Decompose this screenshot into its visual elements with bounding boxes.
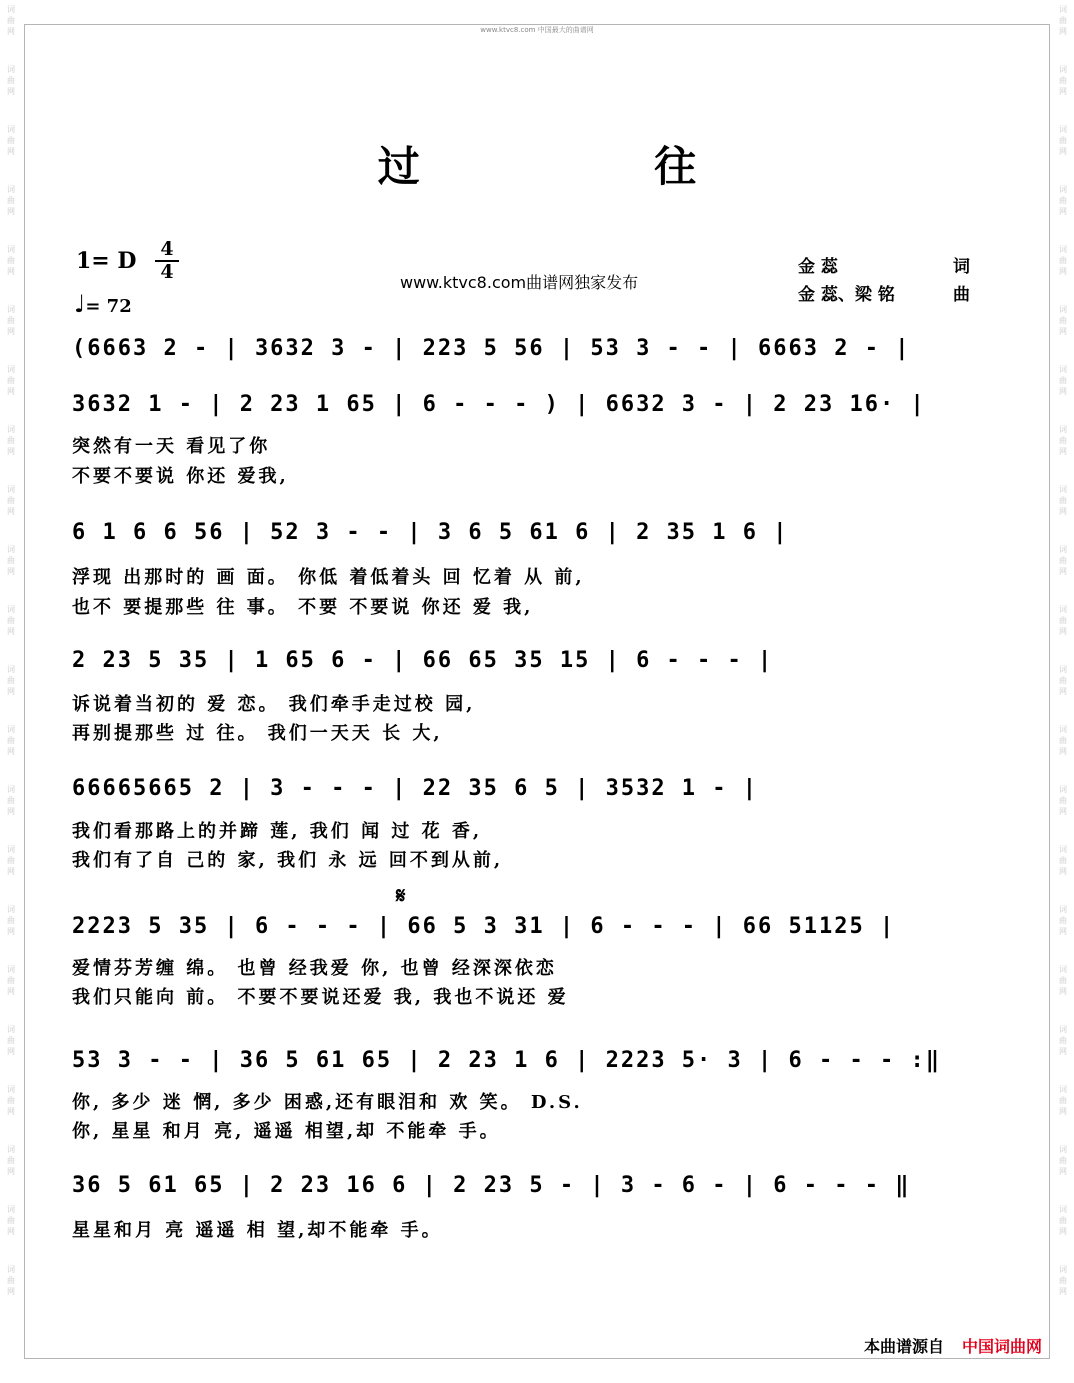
watermark-block	[0, 1020, 22, 1080]
watermark-glyph: 网	[7, 147, 15, 156]
lyricist-name: 金 蕊	[798, 257, 838, 277]
watermark-glyph: 词	[1059, 365, 1067, 374]
watermark-glyph: 网	[7, 567, 15, 576]
watermark-block	[0, 480, 22, 540]
watermark-glyph: 网	[1059, 507, 1067, 516]
watermark-glyph: 曲	[1059, 856, 1067, 865]
watermark-block	[0, 720, 22, 780]
watermark-glyph: 词	[7, 665, 15, 674]
watermark-glyph: 网	[1059, 747, 1067, 756]
watermark-glyph: 曲	[7, 1216, 15, 1225]
watermark-glyph: 网	[1059, 87, 1067, 96]
watermark-block	[0, 300, 22, 360]
footer-source-text: 本曲谱源自	[863, 1337, 944, 1356]
watermark-glyph: 词	[7, 545, 15, 554]
watermark-glyph: 词	[1059, 125, 1067, 134]
watermark-glyph: 网	[1059, 387, 1067, 396]
watermark-glyph: 曲	[1059, 436, 1067, 445]
watermark-block	[1052, 300, 1074, 360]
watermark-glyph: 曲	[7, 256, 15, 265]
song-title: 过 往	[377, 142, 807, 191]
watermark-block	[1052, 1140, 1074, 1200]
lyric-line-3-verse-1: 浮现 出那时的 画 面。 你低 着低着头 回 忆着 从 前,	[72, 567, 585, 588]
watermark-block	[1052, 360, 1074, 420]
watermark-glyph: 词	[7, 1205, 15, 1214]
watermark-glyph: 词	[7, 785, 15, 794]
watermark-glyph: 曲	[1059, 976, 1067, 985]
notation-line-5: 66665665 2 | 3 - - - | 22 35 6 5 | 3532 1 - |	[72, 776, 759, 801]
lyric-line-6-verse-2: 我们只能向 前。 不要不要说还爱 我, 我也不说还 爱	[72, 987, 569, 1008]
watermark-glyph: 网	[7, 267, 15, 276]
watermark-glyph: 词	[7, 965, 15, 974]
watermark-glyph: 网	[7, 1047, 15, 1056]
watermark-glyph: 曲	[1059, 136, 1067, 145]
watermark-glyph: 曲	[7, 196, 15, 205]
watermark-block	[0, 540, 22, 600]
watermark-block	[0, 240, 22, 300]
watermark-glyph: 网	[1059, 807, 1067, 816]
watermark-glyph: 网	[1059, 1047, 1067, 1056]
time-signature	[155, 240, 179, 282]
watermark-block	[1052, 960, 1074, 1020]
watermark-glyph: 网	[7, 627, 15, 636]
publisher-notice: www.ktvc8.com曲谱网独家发布	[400, 273, 639, 292]
lyric-line-6-verse-1: 爱情芬芳缠 绵。 也曾 经我爱 你, 也曾 经深深依恋	[72, 958, 557, 979]
watermark-glyph: 曲	[7, 436, 15, 445]
watermark-block	[1052, 1260, 1074, 1320]
watermark-glyph: 词	[7, 365, 15, 374]
watermark-glyph: 网	[1059, 627, 1067, 636]
watermark-glyph: 词	[7, 5, 15, 14]
watermark-glyph: 曲	[7, 1156, 15, 1165]
lyric-line-7-verse-1: 你, 多少 迷 惘, 多少 困惑,还有眼泪和 欢 笑。 D.S.	[72, 1092, 583, 1113]
lyric-line-2-verse-2: 不要不要说 你还 爱我,	[72, 466, 289, 487]
watermark-glyph: 曲	[1059, 256, 1067, 265]
watermark-glyph: 词	[7, 605, 15, 614]
watermark-glyph: 网	[1059, 147, 1067, 156]
watermark-glyph: 曲	[1059, 1156, 1067, 1165]
notation-line-8: 36 5 61 65 | 2 23 16 6 | 2 23 5 - | 3 - 6 - | 6 - - - ‖	[72, 1173, 911, 1198]
composer-name: 金 蕊、梁 铭	[798, 285, 895, 305]
watermark-glyph: 曲	[7, 1036, 15, 1045]
notation-line-4: 2 23 5 35 | 1 65 6 - | 66 65 35 15 | 6 - - - |	[72, 648, 774, 673]
watermark-glyph: 网	[7, 207, 15, 216]
watermark-glyph: 词	[1059, 605, 1067, 614]
watermark-glyph: 网	[7, 987, 15, 996]
watermark-block	[1052, 660, 1074, 720]
watermark-glyph: 词	[1059, 1265, 1067, 1274]
watermark-block	[0, 1200, 22, 1260]
watermark-block	[0, 420, 22, 480]
watermark-block	[0, 1140, 22, 1200]
composer-role: 曲	[953, 285, 970, 305]
notation-line-1: (6663 2 - | 3632 3 - | 223 5 56 | 53 3 - - | 6663 2 - |	[72, 336, 911, 361]
side-watermark-right	[1052, 0, 1074, 1383]
watermark-glyph: 网	[1059, 927, 1067, 936]
watermark-glyph: 网	[7, 747, 15, 756]
watermark-glyph: 网	[7, 1227, 15, 1236]
lyricist-role: 词	[953, 257, 970, 277]
watermark-glyph: 网	[1059, 567, 1067, 576]
watermark-glyph: 词	[7, 1145, 15, 1154]
watermark-glyph: 曲	[7, 796, 15, 805]
watermark-glyph: 词	[1059, 5, 1067, 14]
watermark-glyph: 词	[1059, 485, 1067, 494]
watermark-block	[1052, 600, 1074, 660]
notation-line-7: 53 3 - - | 36 5 61 65 | 2 23 1 6 | 2223 5· 3 | 6 - - - :‖	[72, 1048, 941, 1073]
watermark-glyph: 网	[1059, 327, 1067, 336]
watermark-block	[1052, 780, 1074, 840]
watermark-glyph: 网	[7, 1287, 15, 1296]
watermark-glyph: 词	[1059, 305, 1067, 314]
lyric-line-8-verse-1: 星星和月 亮 遥遥 相 望,却不能牵 手。	[72, 1220, 443, 1241]
watermark-glyph: 曲	[7, 136, 15, 145]
watermark-glyph: 词	[1059, 965, 1067, 974]
watermark-glyph: 词	[1059, 245, 1067, 254]
time-signature-top: 4	[160, 238, 174, 260]
watermark-glyph: 曲	[7, 316, 15, 325]
watermark-block	[0, 960, 22, 1020]
watermark-glyph: 曲	[1059, 556, 1067, 565]
watermark-glyph: 曲	[1059, 376, 1067, 385]
watermark-glyph: 曲	[7, 736, 15, 745]
watermark-glyph: 词	[7, 245, 15, 254]
watermark-glyph: 词	[1059, 785, 1067, 794]
watermark-glyph: 词	[1059, 1145, 1067, 1154]
watermark-glyph: 词	[1059, 545, 1067, 554]
watermark-glyph: 词	[7, 185, 15, 194]
top-url: www.ktvc8.com 中国最大的曲谱网	[480, 26, 594, 34]
watermark-block	[0, 780, 22, 840]
watermark-glyph: 曲	[1059, 676, 1067, 685]
watermark-block	[0, 1260, 22, 1320]
watermark-glyph: 词	[7, 1265, 15, 1274]
watermark-glyph: 曲	[7, 856, 15, 865]
watermark-block	[1052, 420, 1074, 480]
watermark-block	[0, 1080, 22, 1140]
notation-line-3: 6 1 6 6 56 | 52 3 - - | 3 6 5 61 6 | 2 35 1 6 |	[72, 520, 789, 545]
watermark-block	[1052, 900, 1074, 960]
watermark-block	[1052, 480, 1074, 540]
watermark-glyph: 网	[7, 807, 15, 816]
watermark-glyph: 词	[1059, 185, 1067, 194]
watermark-glyph: 词	[1059, 665, 1067, 674]
watermark-glyph: 网	[7, 507, 15, 516]
watermark-glyph: 曲	[1059, 1216, 1067, 1225]
lyric-line-4-verse-2: 再别提那些 过 往。 我们一天天 长 大,	[72, 723, 443, 744]
watermark-block	[1052, 1020, 1074, 1080]
watermark-block	[0, 600, 22, 660]
watermark-glyph: 词	[7, 65, 15, 74]
watermark-glyph: 词	[1059, 1205, 1067, 1214]
lyric-line-5-verse-2: 我们有了自 己的 家, 我们 永 远 回不到从前,	[72, 850, 504, 871]
watermark-glyph: 词	[7, 905, 15, 914]
watermark-glyph: 网	[1059, 207, 1067, 216]
watermark-glyph: 曲	[1059, 1276, 1067, 1285]
watermark-glyph: 词	[7, 845, 15, 854]
watermark-glyph: 网	[7, 387, 15, 396]
watermark-glyph: 网	[7, 927, 15, 936]
side-watermark-left	[0, 0, 22, 1383]
watermark-glyph: 曲	[7, 16, 15, 25]
lyric-line-7-verse-2: 你, 星星 和月 亮, 遥遥 相望,却 不能牵 手。	[72, 1121, 501, 1142]
watermark-block	[1052, 1200, 1074, 1260]
watermark-glyph: 曲	[7, 616, 15, 625]
watermark-glyph: 网	[1059, 1227, 1067, 1236]
watermark-block	[1052, 1080, 1074, 1140]
watermark-glyph: 曲	[7, 556, 15, 565]
watermark-block	[1052, 60, 1074, 120]
watermark-block	[0, 660, 22, 720]
watermark-block	[1052, 540, 1074, 600]
watermark-glyph: 词	[7, 425, 15, 434]
watermark-glyph: 曲	[1059, 1036, 1067, 1045]
watermark-glyph: 网	[7, 447, 15, 456]
watermark-glyph: 网	[7, 87, 15, 96]
quarter-note-icon: ♩	[74, 290, 86, 318]
time-signature-bottom: 4	[160, 261, 174, 283]
watermark-glyph: 曲	[7, 976, 15, 985]
watermark-glyph: 网	[7, 27, 15, 36]
watermark-glyph: 网	[1059, 1107, 1067, 1116]
watermark-glyph: 词	[7, 305, 15, 314]
watermark-glyph: 网	[1059, 867, 1067, 876]
watermark-glyph: 词	[1059, 1085, 1067, 1094]
watermark-glyph: 网	[7, 327, 15, 336]
watermark-glyph: 网	[1059, 687, 1067, 696]
notation-line-2: 3632 1 - | 2 23 1 65 | 6 - - - ) | 6632 3 - | 2 23 16· |	[72, 392, 926, 417]
watermark-glyph: 曲	[7, 916, 15, 925]
watermark-glyph: 网	[7, 1167, 15, 1176]
watermark-glyph: 曲	[7, 76, 15, 85]
watermark-glyph: 曲	[1059, 1096, 1067, 1105]
segno-icon: 𝄋	[396, 884, 406, 909]
footer-source	[864, 1334, 1042, 1357]
watermark-block	[1052, 240, 1074, 300]
watermark-glyph: 曲	[1059, 316, 1067, 325]
footer-brand-link[interactable]: 中国词曲网	[961, 1337, 1042, 1356]
watermark-glyph: 词	[7, 1085, 15, 1094]
watermark-glyph: 词	[7, 725, 15, 734]
watermark-block	[1052, 720, 1074, 780]
watermark-glyph: 曲	[1059, 796, 1067, 805]
watermark-glyph: 网	[7, 1107, 15, 1116]
watermark-glyph: 曲	[7, 676, 15, 685]
watermark-glyph: 词	[1059, 1025, 1067, 1034]
watermark-glyph: 曲	[1059, 616, 1067, 625]
watermark-glyph: 曲	[1059, 916, 1067, 925]
watermark-glyph: 词	[1059, 425, 1067, 434]
watermark-glyph: 网	[1059, 1167, 1067, 1176]
watermark-glyph: 网	[1059, 447, 1067, 456]
watermark-glyph: 曲	[7, 1276, 15, 1285]
watermark-glyph: 词	[1059, 905, 1067, 914]
watermark-glyph: 词	[1059, 725, 1067, 734]
watermark-glyph: 词	[1059, 65, 1067, 74]
lyric-line-3-verse-2: 也不 要提那些 往 事。 不要 不要说 你还 爱 我,	[72, 597, 534, 618]
watermark-glyph: 曲	[1059, 76, 1067, 85]
tempo-marking	[74, 290, 132, 318]
watermark-glyph: 词	[7, 485, 15, 494]
watermark-glyph: 曲	[7, 1096, 15, 1105]
watermark-glyph: 曲	[7, 376, 15, 385]
watermark-glyph: 网	[1059, 1287, 1067, 1296]
notation-line-6: 2223 5 35 | 6 - - - | 66 5 3 31 | 6 - - - | 66 51125 |	[72, 914, 896, 939]
watermark-glyph: 网	[1059, 267, 1067, 276]
watermark-block	[0, 360, 22, 420]
lyric-line-5-verse-1: 我们看那路上的并蹄 莲, 我们 闻 过 花 香,	[72, 821, 483, 842]
watermark-glyph: 词	[7, 125, 15, 134]
lyric-line-4-verse-1: 诉说着当初的 爱 恋。 我们牵手走过校 园,	[72, 694, 476, 715]
watermark-glyph: 词	[1059, 845, 1067, 854]
watermark-glyph: 网	[7, 867, 15, 876]
watermark-block	[0, 60, 22, 120]
watermark-glyph: 网	[7, 687, 15, 696]
key-signature: 1= D	[76, 248, 137, 274]
tempo-value: = 72	[85, 296, 132, 317]
watermark-glyph: 曲	[1059, 736, 1067, 745]
watermark-glyph: 曲	[7, 496, 15, 505]
watermark-glyph: 网	[1059, 27, 1067, 36]
watermark-glyph: 曲	[1059, 196, 1067, 205]
lyric-line-2-verse-1: 突然有一天 看见了你	[72, 436, 271, 457]
watermark-block	[0, 840, 22, 900]
watermark-glyph: 曲	[1059, 16, 1067, 25]
watermark-glyph: 网	[1059, 987, 1067, 996]
watermark-glyph: 曲	[1059, 496, 1067, 505]
watermark-block	[0, 900, 22, 960]
watermark-block	[1052, 840, 1074, 900]
watermark-glyph: 词	[7, 1025, 15, 1034]
